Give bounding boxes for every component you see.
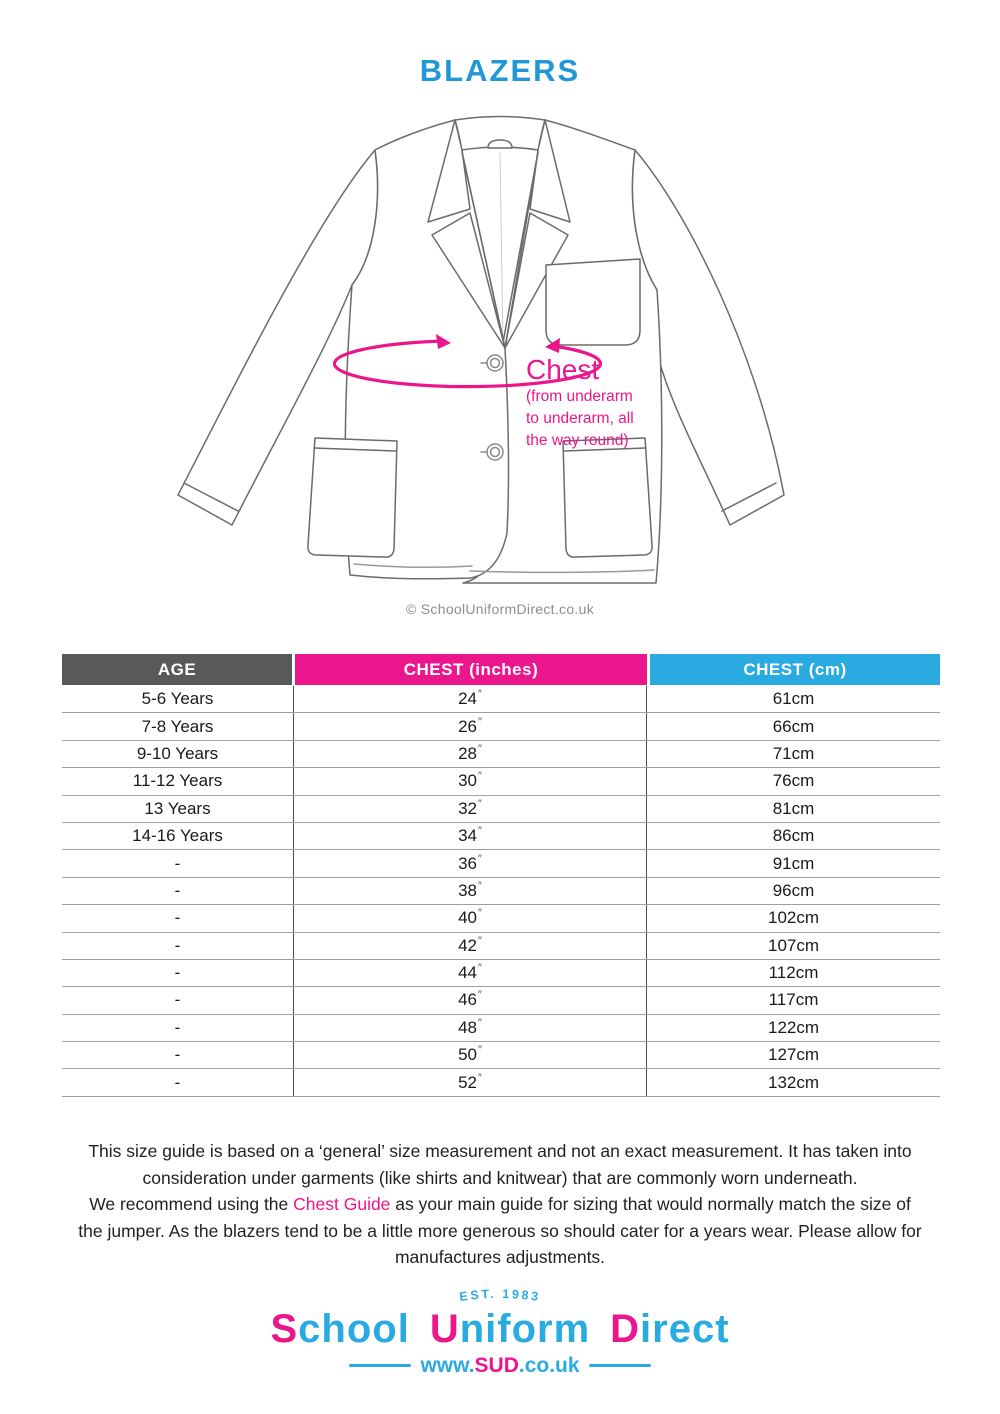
logo-wordmark	[0, 1309, 1000, 1349]
inch-mark: ″	[478, 962, 482, 975]
inch-mark: ″	[478, 715, 482, 728]
inch-mark: ″	[478, 989, 482, 1002]
cell-age: -	[174, 1072, 181, 1092]
chest-note-line2: to underarm, all	[526, 410, 634, 427]
inch-mark: ″	[478, 797, 482, 810]
table-row	[62, 987, 940, 1014]
collar-back-top	[455, 117, 545, 121]
cell-age: -	[174, 1017, 181, 1037]
copyright-caption: © SchoolUniformDirect.co.uk	[405, 601, 595, 617]
table-row	[62, 796, 940, 823]
table-row	[62, 1069, 940, 1096]
logo-word-direct	[610, 1309, 729, 1349]
cell-cm: 107cm	[767, 935, 820, 955]
header-chest-inches: CHEST (inches)	[295, 654, 647, 685]
cell-age: -	[174, 880, 181, 900]
cell-cm: 127cm	[767, 1045, 820, 1065]
url-tld: .co.uk	[518, 1354, 580, 1377]
cell-inches: 46 ″	[293, 987, 647, 1013]
table-row	[62, 686, 940, 713]
disclaimer-text	[50, 1138, 950, 1271]
url-www: www.	[420, 1354, 475, 1377]
cell-cm: 81cm	[772, 798, 815, 818]
header-age: AGE	[62, 654, 292, 685]
cell-inches: 44 ″	[293, 960, 647, 986]
logo-word-school	[270, 1309, 409, 1349]
logo-word-rest: irect	[640, 1307, 730, 1351]
cell-cm: 132cm	[767, 1072, 820, 1092]
inch-mark: ″	[478, 742, 482, 755]
disclaimer-line-5: manufactures adjustments.	[394, 1247, 606, 1267]
disclaimer-line-2: consideration under garments (like shirts and knitwear) that are commonly worn underneath.	[142, 1167, 858, 1188]
logo-word-rest: chool	[298, 1307, 410, 1351]
blazer-line-drawing	[170, 105, 790, 605]
inch-mark: ″	[478, 852, 482, 865]
size-table-body	[62, 686, 940, 1097]
cell-age: -	[174, 908, 181, 928]
cell-cm: 66cm	[772, 716, 815, 736]
cell-inches: 36 ″	[293, 850, 647, 876]
chest-note-line1: (from underarm	[526, 388, 633, 405]
cell-inches: 48 ″	[293, 1015, 647, 1041]
cell-inches: 24 ″	[293, 686, 647, 712]
inch-mark: ″	[478, 879, 482, 892]
breast-pocket	[546, 259, 640, 345]
hanger-loop	[488, 140, 512, 148]
table-row	[62, 933, 940, 960]
inch-mark: ″	[478, 907, 482, 920]
size-table	[62, 654, 940, 1097]
cell-inches: 38 ″	[293, 878, 647, 904]
chest-note-line3: the way round)	[526, 432, 629, 449]
table-row	[62, 878, 940, 905]
brand-logo	[0, 1283, 1000, 1376]
cell-inches: 34 ″	[293, 823, 647, 849]
cell-cm: 91cm	[772, 853, 815, 873]
cell-cm: 76cm	[772, 771, 815, 791]
logo-initial: S	[270, 1307, 299, 1351]
url-sud: SUD	[474, 1354, 519, 1377]
right-hip-pocket	[563, 438, 652, 557]
cell-age: -	[174, 963, 181, 983]
cell-age: -	[174, 853, 181, 873]
cell-age: 7-8 Years	[141, 716, 214, 736]
cell-inches: 28 ″	[293, 741, 647, 767]
chest-label: Chest	[526, 354, 600, 385]
inch-mark: ″	[478, 934, 482, 947]
cell-age: 11-12 Years	[132, 771, 223, 791]
cell-age: 14-16 Years	[132, 826, 223, 846]
disclaimer-line-3-after: as your main guide for sizing that would normally match the size of	[390, 1194, 911, 1214]
cell-age: -	[174, 990, 181, 1010]
table-row	[62, 741, 940, 768]
disclaimer-line-4: the jumper. As the blazers tend to be a little more generous so should cater for a years wear. Please allow for	[78, 1220, 922, 1241]
cell-inches: 52 ″	[293, 1069, 647, 1095]
cell-cm: 117cm	[768, 990, 819, 1010]
cell-age: 9-10 Years	[136, 743, 219, 763]
inch-mark: ″	[478, 825, 482, 838]
cell-age: 5-6 Years	[141, 689, 214, 709]
blazer-diagram	[170, 105, 790, 605]
size-table-header	[62, 654, 940, 685]
table-row	[62, 850, 940, 877]
table-row	[62, 768, 940, 795]
table-row	[62, 960, 940, 987]
cell-age: -	[174, 935, 181, 955]
cell-inches: 42 ″	[293, 933, 647, 959]
inch-mark: ″	[478, 1044, 482, 1057]
logo-initial: D	[610, 1307, 641, 1351]
cell-cm: 112cm	[768, 963, 819, 983]
cell-cm: 86cm	[772, 826, 815, 846]
logo-word-uniform	[430, 1309, 590, 1349]
inch-mark: ″	[478, 1071, 482, 1084]
page-title: BLAZERS	[419, 53, 581, 88]
logo-initial: U	[429, 1307, 460, 1351]
cell-age: 13 Years	[144, 798, 211, 818]
cell-inches: 26 ″	[293, 713, 647, 739]
cell-cm: 61cm	[772, 689, 815, 709]
cell-cm: 122cm	[767, 1017, 820, 1037]
left-hip-pocket	[308, 438, 397, 557]
cell-inches: 40 ″	[293, 905, 647, 931]
cell-age: -	[174, 1045, 181, 1065]
chest-guide-link[interactable]: Chest Guide	[293, 1194, 391, 1214]
table-row	[62, 713, 940, 740]
inch-mark: ″	[478, 770, 482, 783]
right-dash-rule	[589, 1364, 651, 1367]
cell-inches: 32 ″	[293, 796, 647, 822]
cell-cm: 71cm	[772, 743, 815, 763]
cell-inches: 50 ″	[293, 1042, 647, 1068]
disclaimer-line-3	[50, 1191, 950, 1218]
disclaimer-line-3-before: We recommend using the	[89, 1194, 294, 1214]
table-row	[62, 1015, 940, 1042]
table-row	[62, 1042, 940, 1069]
center-back-line	[500, 153, 503, 345]
url-text	[420, 1355, 579, 1376]
cell-inches: 30 ″	[293, 768, 647, 794]
left-dash-rule	[349, 1364, 411, 1367]
svg-text:EST. 1983	[459, 1287, 542, 1304]
table-row	[62, 823, 940, 850]
inch-mark: ″	[478, 688, 482, 701]
inch-mark: ″	[478, 1016, 482, 1029]
disclaimer-line-1: This size guide is based on a ‘general’ size measurement and not an exact measurement. It has taken into	[88, 1141, 912, 1161]
cell-cm: 96cm	[772, 880, 815, 900]
logo-website-url[interactable]	[0, 1355, 1000, 1376]
established-text: EST. 1983	[458, 1286, 542, 1305]
header-chest-cm: CHEST (cm)	[650, 654, 940, 685]
table-row	[62, 905, 940, 932]
logo-word-rest: niform	[459, 1307, 591, 1351]
cell-cm: 102cm	[767, 908, 820, 928]
